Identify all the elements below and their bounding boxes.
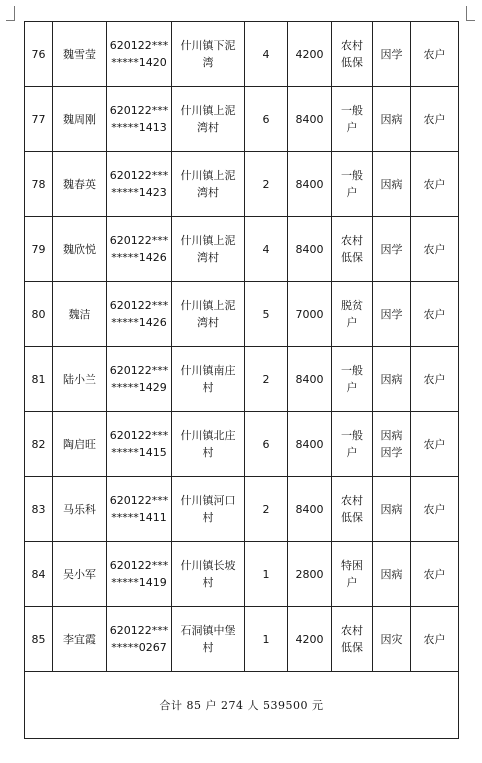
id-number — [107, 412, 172, 477]
id-number-line: *****1426 — [111, 251, 167, 264]
household-type — [411, 412, 459, 477]
id-number — [107, 347, 172, 412]
household-type — [411, 22, 459, 87]
hardship-reason-line: 因病 — [380, 429, 403, 442]
household-members-line: 6 — [262, 112, 270, 126]
table-row — [25, 22, 459, 87]
household-members-line: 2 — [262, 177, 270, 191]
address-line: 什川镇河口 — [180, 494, 236, 507]
household-type — [411, 607, 459, 672]
household-category-line: 户 — [346, 121, 358, 134]
household-category-line: 低保 — [341, 511, 363, 524]
hardship-reason — [373, 542, 411, 607]
household-category-line: 脱贫 — [341, 299, 363, 312]
crop-mark-right-h — [466, 20, 475, 21]
household-type-line: 农户 — [423, 502, 446, 516]
id-number-line: 620122*** — [109, 429, 169, 442]
household-category-line: 农村 — [341, 234, 363, 247]
row-number-line: 80 — [31, 307, 46, 321]
household-type-line: 农户 — [423, 437, 446, 451]
table-row — [25, 87, 459, 152]
hardship-reason-line: 因学 — [380, 307, 403, 321]
crop-mark-right — [466, 6, 467, 20]
id-number-line: 620122*** — [109, 169, 169, 182]
aid-amount — [288, 282, 332, 347]
recipient-name-line: 陆小兰 — [63, 372, 96, 386]
household-category — [332, 477, 373, 542]
recipient-name — [53, 87, 107, 152]
household-type-line: 农户 — [423, 372, 446, 386]
address — [172, 607, 245, 672]
household-category-line: 户 — [346, 186, 358, 199]
hardship-reason — [373, 412, 411, 477]
row-number — [25, 87, 53, 152]
household-category-line: 特困 — [341, 559, 363, 572]
household-category — [332, 607, 373, 672]
id-number-line: *****1429 — [111, 381, 167, 394]
hardship-reason — [373, 87, 411, 152]
row-number-line: 76 — [31, 47, 46, 61]
address-line: 什川镇南庄 — [180, 364, 236, 377]
recipient-name — [53, 152, 107, 217]
aid-amount-line: 8400 — [295, 242, 324, 256]
aid-amount — [288, 542, 332, 607]
id-number — [107, 477, 172, 542]
hardship-reason-line: 因病 — [380, 567, 403, 581]
hardship-reason-line: 因病 — [380, 112, 403, 126]
household-members — [245, 347, 288, 412]
id-number-line: *****1420 — [111, 56, 167, 69]
hardship-reason — [373, 152, 411, 217]
id-number — [107, 22, 172, 87]
aid-amount-line: 2800 — [295, 567, 324, 581]
household-category-line: 一般 — [341, 104, 363, 117]
id-number-line: 620122*** — [109, 104, 169, 117]
id-number — [107, 152, 172, 217]
address-line: 什川镇北庄 — [180, 429, 236, 442]
recipient-name — [53, 477, 107, 542]
address-line: 石洞镇中堡 — [180, 624, 236, 637]
household-type — [411, 477, 459, 542]
household-members — [245, 22, 288, 87]
household-members-line: 2 — [262, 502, 270, 516]
hardship-reason-line: 因学 — [380, 47, 403, 61]
household-category-line: 农村 — [341, 624, 363, 637]
id-number — [107, 607, 172, 672]
household-category-line: 低保 — [341, 56, 363, 69]
aid-amount — [288, 152, 332, 217]
household-type-line: 农户 — [423, 567, 446, 581]
recipient-name — [53, 607, 107, 672]
row-number-line: 82 — [31, 437, 46, 451]
table-row — [25, 152, 459, 217]
household-type-line: 农户 — [423, 632, 446, 646]
aid-amount-line: 4200 — [295, 632, 324, 646]
id-number-line: 620122*** — [109, 559, 169, 572]
household-category — [332, 542, 373, 607]
household-members-line: 1 — [262, 632, 270, 646]
id-number — [107, 87, 172, 152]
recipient-name — [53, 22, 107, 87]
aid-amount — [288, 412, 332, 477]
row-number — [25, 477, 53, 542]
id-number-line: 620122*** — [109, 234, 169, 247]
hardship-reason — [373, 217, 411, 282]
household-type-line: 农户 — [423, 177, 446, 191]
address — [172, 22, 245, 87]
household-members — [245, 282, 288, 347]
household-category-line: 户 — [346, 446, 358, 459]
household-category-line: 一般 — [341, 169, 363, 182]
household-members — [245, 477, 288, 542]
household-members-line: 6 — [262, 437, 270, 451]
table-row — [25, 607, 459, 672]
row-number — [25, 22, 53, 87]
household-members-line: 5 — [262, 307, 270, 321]
household-members — [245, 607, 288, 672]
aid-amount — [288, 22, 332, 87]
household-category — [332, 217, 373, 282]
household-category-line: 低保 — [341, 641, 363, 654]
id-number-line: 620122*** — [109, 364, 169, 377]
total-summary: 合计 85 户 274 人 539500 元 — [25, 672, 459, 739]
recipient-name-line: 魏春英 — [63, 177, 96, 191]
household-members-line: 2 — [262, 372, 270, 386]
household-category — [332, 87, 373, 152]
hardship-reason-line: 因病 — [380, 502, 403, 516]
household-category — [332, 282, 373, 347]
household-type — [411, 152, 459, 217]
address-line: 湾村 — [197, 186, 219, 199]
recipient-name-line: 李宜霞 — [63, 632, 96, 646]
hardship-reason — [373, 607, 411, 672]
recipient-name — [53, 282, 107, 347]
row-number-line: 78 — [31, 177, 46, 191]
aid-amount-line: 8400 — [295, 372, 324, 386]
table-row — [25, 217, 459, 282]
household-members-line: 4 — [262, 242, 270, 256]
household-members — [245, 152, 288, 217]
household-category-line: 一般 — [341, 364, 363, 377]
recipient-name-line: 魏雪莹 — [63, 47, 96, 61]
household-type — [411, 282, 459, 347]
table-row — [25, 282, 459, 347]
household-category — [332, 347, 373, 412]
address — [172, 412, 245, 477]
address-line: 村 — [202, 381, 214, 394]
household-category — [332, 152, 373, 217]
address-line: 什川镇上泥 — [180, 234, 236, 247]
address — [172, 542, 245, 607]
row-number-line: 77 — [31, 112, 46, 126]
row-number-line: 85 — [31, 632, 46, 646]
household-category-line: 户 — [346, 576, 358, 589]
address-line: 什川镇下泥 — [180, 39, 236, 52]
id-number-line: 620122*** — [109, 299, 169, 312]
aid-amount-line: 7000 — [295, 307, 324, 321]
hardship-reason — [373, 22, 411, 87]
id-number-line: *****1426 — [111, 316, 167, 329]
address-line: 什川镇上泥 — [180, 299, 236, 312]
aid-amount-line: 8400 — [295, 177, 324, 191]
household-members-line: 1 — [262, 567, 270, 581]
household-members — [245, 87, 288, 152]
household-category-line: 农村 — [341, 39, 363, 52]
recipient-name-line: 魏洁 — [68, 307, 91, 321]
household-category-line: 低保 — [341, 251, 363, 264]
aid-amount-line: 4200 — [295, 47, 324, 61]
address-line: 村 — [202, 446, 214, 459]
address — [172, 282, 245, 347]
row-number — [25, 347, 53, 412]
id-number — [107, 542, 172, 607]
row-number — [25, 412, 53, 477]
aid-amount-line: 8400 — [295, 437, 324, 451]
recipient-name-line: 马乐科 — [63, 502, 96, 516]
address-line: 湾村 — [197, 121, 219, 134]
hardship-reason-line: 因病 — [380, 372, 403, 386]
aid-amount — [288, 87, 332, 152]
recipient-name — [53, 542, 107, 607]
household-category — [332, 22, 373, 87]
row-number-line: 79 — [31, 242, 46, 256]
household-type-line: 农户 — [423, 47, 446, 61]
hardship-reason-line: 因学 — [380, 242, 403, 256]
recipient-name — [53, 347, 107, 412]
household-category-line: 农村 — [341, 494, 363, 507]
address-line: 什川镇上泥 — [180, 104, 236, 117]
recipient-name-line: 吴小军 — [63, 567, 96, 581]
household-type-line: 农户 — [423, 307, 446, 321]
table-row — [25, 412, 459, 477]
id-number-line: *****0267 — [111, 641, 167, 654]
recipient-name — [53, 412, 107, 477]
id-number-line: *****1423 — [111, 186, 167, 199]
crop-mark-left-h — [6, 20, 15, 21]
hardship-reason — [373, 477, 411, 542]
id-number — [107, 217, 172, 282]
row-number — [25, 152, 53, 217]
address — [172, 347, 245, 412]
id-number-line: 620122*** — [109, 39, 169, 52]
aid-amount — [288, 347, 332, 412]
row-number — [25, 607, 53, 672]
id-number — [107, 282, 172, 347]
address-line: 村 — [202, 511, 214, 524]
row-number-line: 83 — [31, 502, 46, 516]
aid-amount — [288, 477, 332, 542]
row-number-line: 81 — [31, 372, 46, 386]
hardship-reason-line: 因学 — [380, 446, 403, 459]
table-row — [25, 542, 459, 607]
row-number — [25, 542, 53, 607]
row-number — [25, 282, 53, 347]
household-members — [245, 412, 288, 477]
hardship-reason — [373, 282, 411, 347]
aid-amount-line: 8400 — [295, 112, 324, 126]
aid-amount-line: 8400 — [295, 502, 324, 516]
household-type-line: 农户 — [423, 112, 446, 126]
id-number-line: *****1419 — [111, 576, 167, 589]
address-line: 湾 — [202, 56, 214, 69]
address-line: 湾村 — [197, 316, 219, 329]
row-number — [25, 217, 53, 282]
hardship-reason — [373, 347, 411, 412]
household-category-line: 户 — [346, 381, 358, 394]
recipient-name — [53, 217, 107, 282]
hardship-reason-line: 因灾 — [380, 632, 403, 646]
address-line: 湾村 — [197, 251, 219, 264]
table-row — [25, 477, 459, 542]
id-number-line: 620122*** — [109, 624, 169, 637]
id-number-line: *****1415 — [111, 446, 167, 459]
address — [172, 87, 245, 152]
id-number-line: 620122*** — [109, 494, 169, 507]
household-type — [411, 347, 459, 412]
recipient-name-line: 魏周刚 — [63, 112, 96, 126]
aid-amount — [288, 607, 332, 672]
address-line: 村 — [202, 576, 214, 589]
table-body — [25, 22, 459, 672]
recipient-name-line: 陶启旺 — [63, 437, 96, 451]
address-line: 村 — [202, 641, 214, 654]
household-category-line: 户 — [346, 316, 358, 329]
address — [172, 217, 245, 282]
household-type-line: 农户 — [423, 242, 446, 256]
address — [172, 152, 245, 217]
household-type — [411, 87, 459, 152]
id-number-line: *****1413 — [111, 121, 167, 134]
household-members — [245, 217, 288, 282]
aid-amount — [288, 217, 332, 282]
household-members — [245, 542, 288, 607]
table-row — [25, 347, 459, 412]
household-category — [332, 412, 373, 477]
address-line: 什川镇上泥 — [180, 169, 236, 182]
household-type — [411, 542, 459, 607]
household-type — [411, 217, 459, 282]
id-number-line: *****1411 — [111, 511, 167, 524]
recipient-name-line: 魏欣悦 — [63, 242, 96, 256]
crop-mark-left — [14, 6, 15, 20]
household-members-line: 4 — [262, 47, 270, 61]
aid-recipient-table — [24, 21, 459, 739]
address-line: 什川镇长坡 — [180, 559, 236, 572]
address — [172, 477, 245, 542]
hardship-reason-line: 因病 — [380, 177, 403, 191]
row-number-line: 84 — [31, 567, 46, 581]
household-category-line: 一般 — [341, 429, 363, 442]
